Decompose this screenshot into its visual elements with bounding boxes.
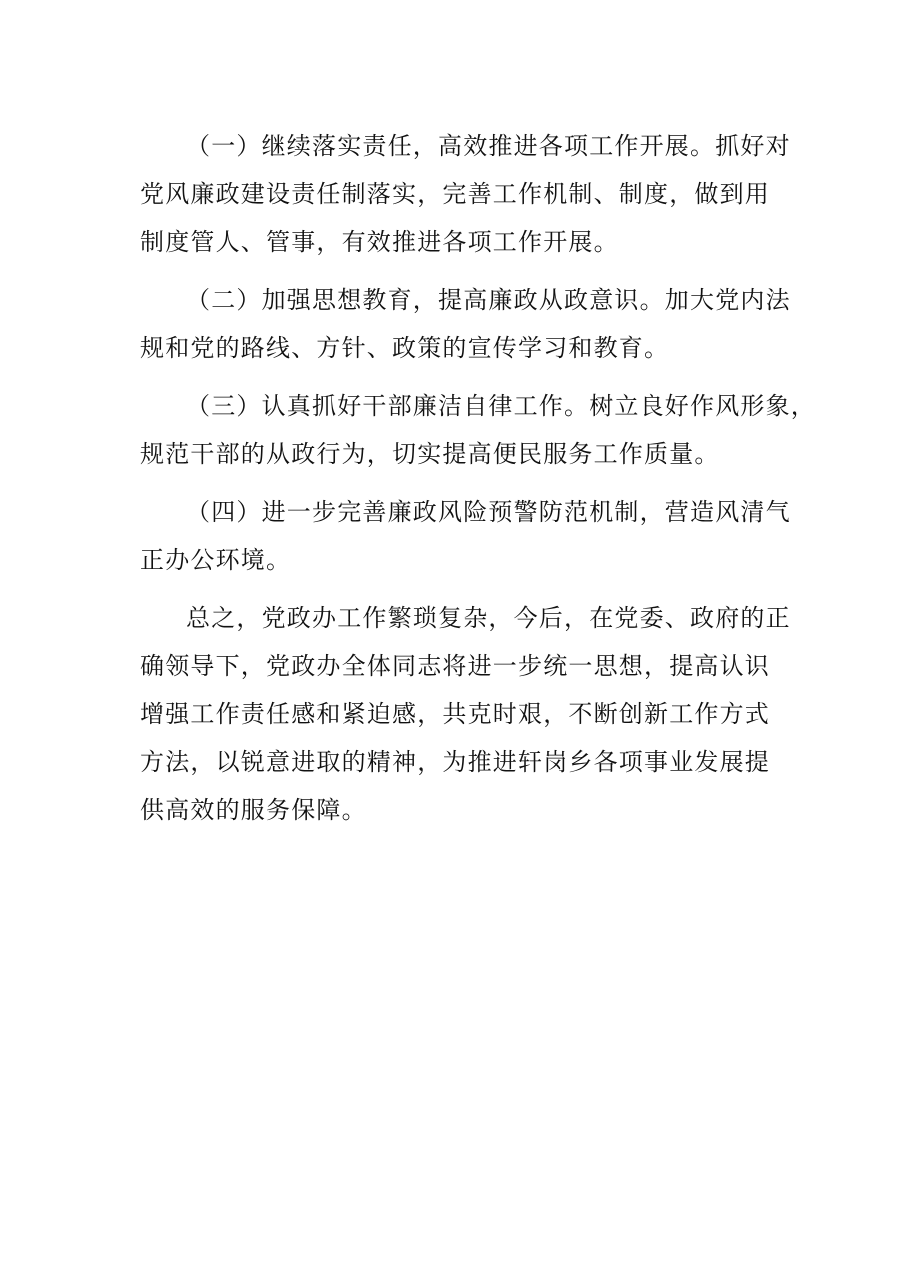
text-line: （二）加强思想教育，提高廉政从政意识。加大党内法 xyxy=(186,286,791,314)
text-line: 党风廉政建设责任制落实，完善工作机制、制度，做到用 xyxy=(140,180,770,208)
paragraph-1 xyxy=(140,122,791,266)
text-line: 方法，以锐意进取的精神，为推进轩岗乡各项事业发展提 xyxy=(140,748,770,776)
text-line: 规和党的路线、方针、政策的宣传学习和教育。 xyxy=(140,334,670,362)
text-line: 确领导下，党政办全体同志将进一步统一思想，提高认识 xyxy=(140,652,770,680)
document-body xyxy=(140,122,816,844)
text-line: 规范干部的从政行为，切实提高便民服务工作质量。 xyxy=(140,440,720,468)
paragraph-4 xyxy=(140,488,791,584)
text-line: 制度管人、管事，有效推进各项工作开展。 xyxy=(140,228,619,256)
text-line: 供高效的服务保障。 xyxy=(140,796,367,824)
paragraph-2 xyxy=(140,276,791,372)
text-line: （三）认真抓好干部廉洁自律工作。树立良好作风形象， xyxy=(186,392,816,420)
text-line: 总之，党政办工作繁琐复杂，今后，在党委、政府的正 xyxy=(186,604,791,632)
text-line: 正办公环境。 xyxy=(140,546,292,574)
text-line: 增强工作责任感和紧迫感，共克时艰，不断创新工作方式 xyxy=(140,700,770,728)
text-line: （四）进一步完善廉政风险预警防范机制，营造风清气 xyxy=(186,498,791,526)
paragraph-3 xyxy=(140,382,816,478)
text-line: （一）继续落实责任，高效推进各项工作开展。抓好对 xyxy=(186,132,791,160)
paragraph-5 xyxy=(140,594,791,834)
